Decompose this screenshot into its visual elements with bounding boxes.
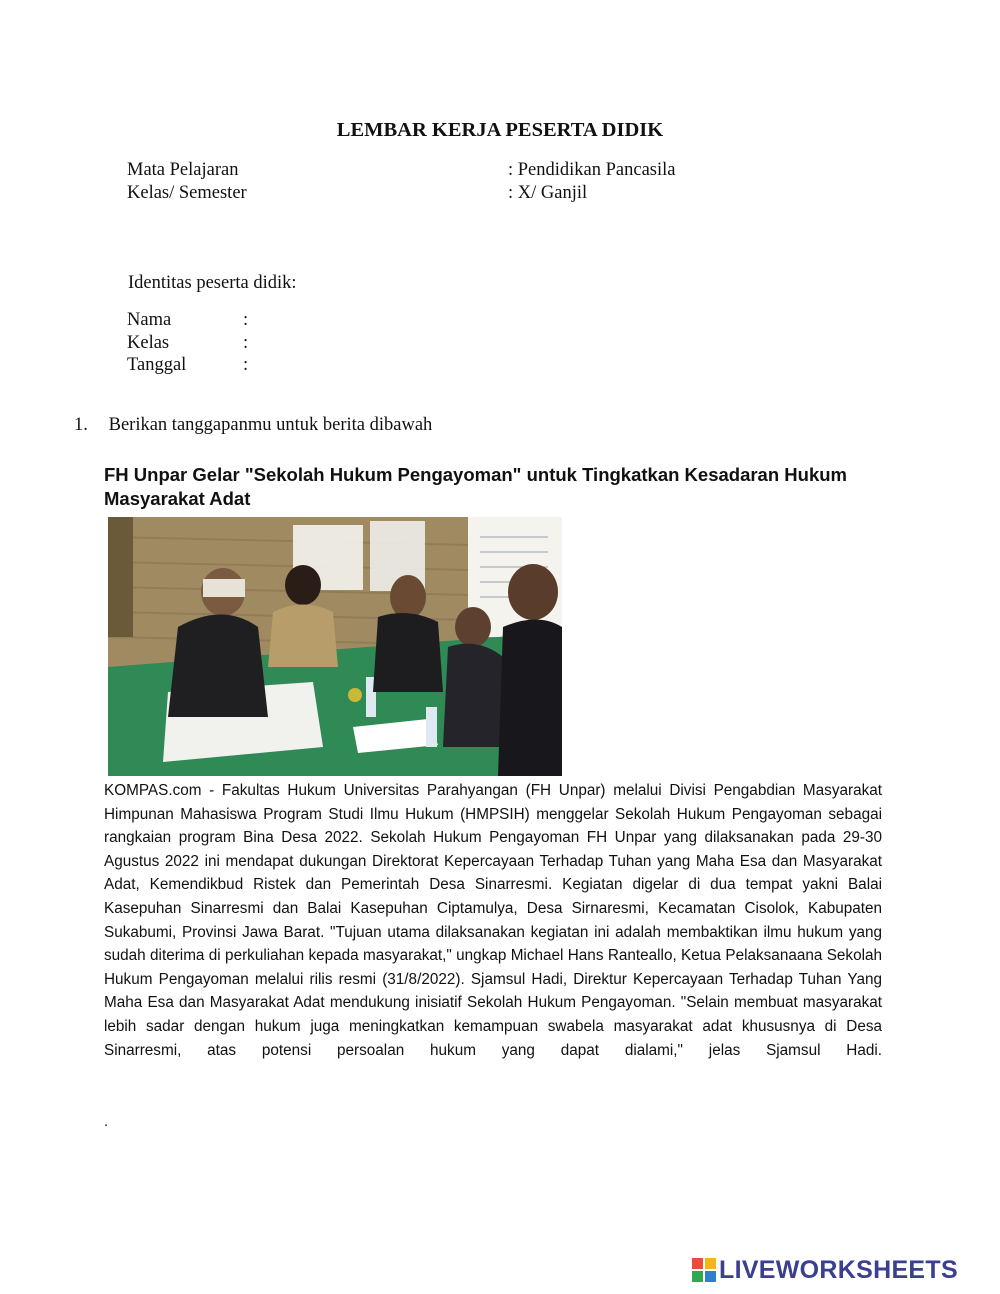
identity-heading: Identitas peserta didik:: [128, 273, 297, 293]
class-label: Kelas: [127, 333, 170, 353]
subject-label: Mata Pelajaran: [127, 160, 239, 180]
class-semester-label: Kelas/ Semester: [127, 183, 247, 203]
class-semester-row: [127, 183, 588, 204]
subject-value: : Pendidikan Pancasila: [508, 160, 676, 180]
worksheet-title: LEMBAR KERJA PESERTA DIDIK: [336, 119, 664, 141]
question-text: Berikan tanggapanmu untuk berita dibawah: [108, 415, 433, 435]
article-body: KOMPAS.com - Fakultas Hukum Universitas Parahyangan (FH Unpar) melalui Divisi Pengabdian Masyarakat Himpunan Mahasiswa Program Studi Ilmu Hukum (HMPSIH) menggelar Sekolah Hukum Pengayoman sebagai rangkaian program Bina Desa 2022. Sekolah Hukum Pengayoman FH Unpar yang dilaksanakan pada 29-30 Agustus 2022 ini mendapat dukungan Direktorat Kepercayaan Terhadap Tuhan yang Maha Esa dan Masyarakat Adat, Kemendikbud Ristek dan Pemerintah Desa Sinarresmi. Kegiatan digelar di dua tempat yakni Balai Kasepuhan Sinarresmi dan Balai Kasepuhan Ciptamulya, Desa Sirnaresmi, Kecamatan Cisolok, Kabupaten Sukabumi, Provinsi Jawa Barat. "Tujuan utama dilaksanakan kegiatan ini adalah membaktikan ilmu hukum yang sudah diterima di perkuliahan kepada masyarakat," ungkap Michael Hans Ranteallo, Ketua Pelaksanaana Sekolah Hukum Pengayoman melalui rilis resmi (31/8/2022). Sjamsul Hadi, Direktur Kepercayaan Terhadap Tuhan Yang Maha Esa dan Masyarakat Adat mendukung inisiatif Sekolah Hukum Pengayoman. "Selain membuat masyarakat lebih sadar dengan hukum juga meningkatkan kemampuan swabela masyarakat adat khususnya di Desa Sinarresmi, atas potensi persoalan hukum yang dapat dialami," jelas Sjamsul Hadi.: [104, 782, 882, 1059]
class-semester-value: : X/ Ganjil: [508, 183, 588, 203]
date-field: [127, 355, 249, 376]
name-colon: :: [243, 310, 249, 330]
liveworksheets-brand: [692, 1255, 958, 1285]
class-field: [127, 333, 249, 354]
class-colon: :: [243, 333, 249, 353]
question-number: 1.: [74, 415, 88, 435]
article-photo: [108, 517, 562, 776]
liveworksheets-logo-icon: [692, 1258, 716, 1282]
date-colon: :: [243, 355, 249, 375]
question-1: [74, 415, 432, 436]
name-field: [127, 310, 249, 331]
date-label: Tanggal: [127, 355, 187, 375]
photo-illustration: [108, 517, 562, 776]
subject-row: [127, 160, 676, 181]
name-label: Nama: [127, 310, 172, 330]
trailing-dot: .: [104, 1113, 109, 1130]
brand-name: LIVEWORKSHEETS: [719, 1255, 958, 1284]
article-headline: FH Unpar Gelar "Sekolah Hukum Pengayoman" untuk Tingkatkan Kesadaran Hukum Masyarakat Adat: [104, 464, 847, 509]
